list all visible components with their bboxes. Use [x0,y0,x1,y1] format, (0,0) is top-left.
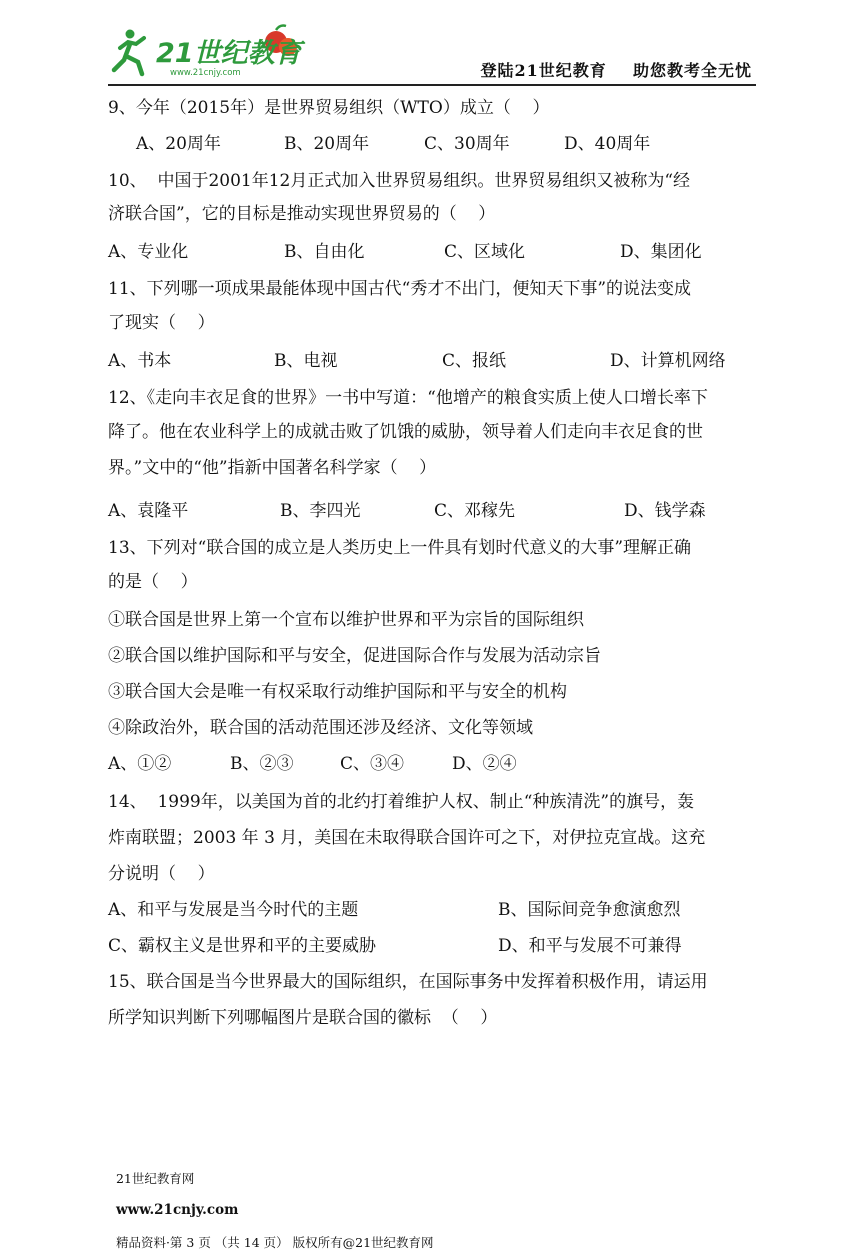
q15-stem-line1: 15、联合国是当今世界最大的国际组织，在国际事务中发挥着积极作用，请运用 [108,972,708,992]
footer-url[interactable]: www.21cnjy.com [115,1202,239,1218]
q14-stem-line3: 分说明（ ） [108,864,215,884]
q12-stem-line2: 降了。他在农业科学上的成就击败了饥饿的威胁，领导着人们走向丰衣足食的世 [108,422,703,442]
q13-stem-line2: 的是（ ） [108,572,198,592]
q9-stem: 9、今年（2015年）是世界贸易组织（WTO）成立（ ） [108,98,550,118]
site-logo [108,20,308,80]
q13-statement-1: ①联合国是世界上第一个宣布以维护世界和平为宗旨的国际组织 [108,610,584,630]
q12-option-b: B、李四光 [280,501,361,521]
header-slogan: 登陆21世纪教育 助您教考全无忧 [480,61,752,80]
page-header [108,20,756,86]
q14-option-a: A、和平与发展是当今时代的主题 [108,900,359,920]
q13-statement-4: ④除政治外，联合国的活动范围还涉及经济、文化等领域 [108,718,533,738]
logo-text: 21世纪教育 [156,38,302,69]
q10-stem-line1: 10、 中国于2001年12月正式加入世界贸易组织。世界贸易组织又被称为“经 [108,171,691,191]
q13-option-a: A、①② [108,754,172,774]
q13-option-b: B、②③ [230,754,294,774]
q14-option-d: D、和平与发展不可兼得 [498,936,682,956]
q10-option-b: B、自由化 [284,242,365,262]
q15-stem-line2: 所学知识判断下列哪幅图片是联合国的徽标 （ ） [108,1008,498,1028]
footer-site: 21世纪教育网 [115,1171,195,1186]
q13-option-d: D、②④ [452,754,517,774]
q9-option-c: C、30周年 [424,134,510,154]
q12-option-a: A、袁隆平 [108,501,189,521]
q12-option-c: C、邓稼先 [434,501,516,521]
q13-option-c: C、③④ [340,754,405,774]
q10-option-c: C、区域化 [444,242,526,262]
q11-option-d: D、计算机网络 [610,351,726,371]
q10-stem-line2: 济联合国”，它的目标是推动实现世界贸易的（ ） [108,204,496,224]
q11-option-b: B、电视 [274,351,338,371]
q13-statement-2: ②联合国以维护国际和平与安全，促进国际合作与发展为活动宗旨 [108,646,601,666]
q12-stem-line3: 界。”文中的“他”指新中国著名科学家（ ） [108,458,437,478]
header-divider [108,84,756,86]
q9-option-b: B、20周年 [284,134,370,154]
q13-stem-line1: 13、下列对“联合国的成立是人类历史上一件具有划时代意义的大事”理解正确 [108,538,692,558]
q9-option-d: D、40周年 [564,134,651,154]
q14-option-b: B、国际间竞争愈演愈烈 [498,900,681,920]
logo-subtext: www.21cnjy.com [170,68,241,78]
footer-info: 精品资料·第 3 页 （共 14 页） 版权所有@21世纪教育网 [115,1235,434,1250]
q13-statement-3: ③联合国大会是唯一有权采取行动维护国际和平与安全的机构 [108,682,567,702]
running-man-icon [114,30,144,75]
q11-option-c: C、报纸 [442,351,507,371]
q11-stem-line2: 了现实（ ） [108,313,215,333]
q14-option-c: C、霸权主义是世界和平的主要威胁 [108,936,377,956]
page-footer [108,1154,434,1251]
q12-option-d: D、钱学森 [624,501,706,521]
q12-stem-line1: 12、《走向丰衣足食的世界》一书中写道：“他增产的粮食实质上使人口增长率下 [108,388,708,408]
q10-option-d: D、集团化 [620,242,702,262]
q14-stem-line1: 14、 1999年，以美国为首的北约打着维护人权、制止“种族清洗”的旗号，轰 [108,792,695,812]
q11-option-a: A、书本 [108,351,172,371]
q11-stem-line1: 11、下列哪一项成果最能体现中国古代“秀才不出门，便知天下事”的说法变成 [108,279,692,299]
q14-stem-line2: 炸南联盟；2003 年 3 月，美国在未取得联合国许可之下，对伊拉克宣战。这充 [108,828,706,848]
q9-option-a: A、20周年 [136,134,221,154]
q10-option-a: A、专业化 [108,242,189,262]
